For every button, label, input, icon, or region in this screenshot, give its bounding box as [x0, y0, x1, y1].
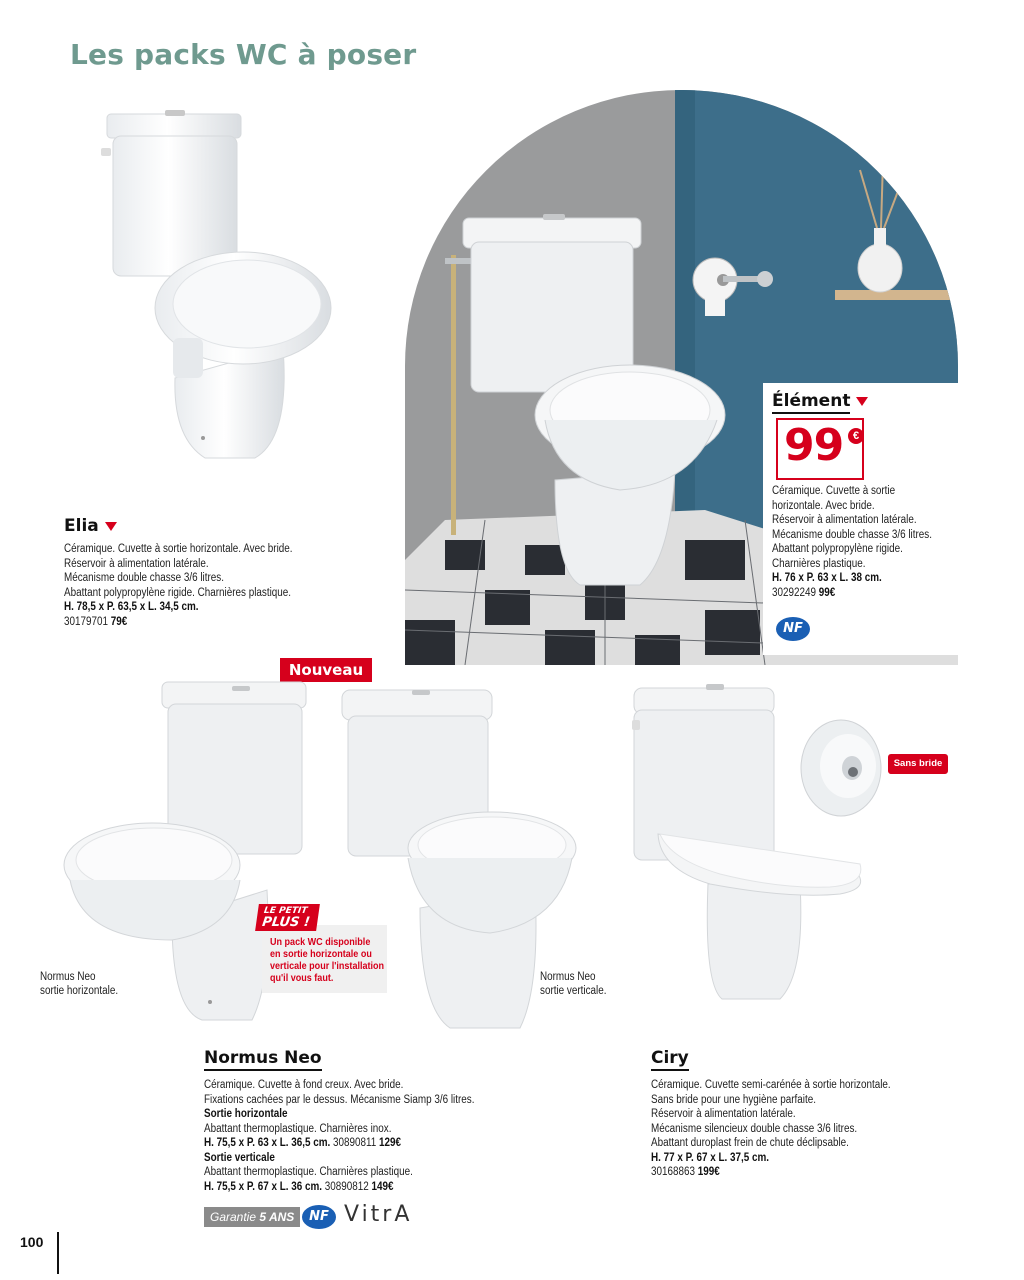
- triangle-down-icon: [856, 397, 868, 406]
- element-description: Céramique. Cuvette à sortie horizontale. Avec bride. Réservoir à alimentation latérale. Mécanisme double chasse 3/6 litres. Abattant polypropylène rigide. Charnières plastique. H. 76 x P. 63 x L. 38 cm. 30292249 99€: [772, 485, 932, 599]
- elia-description: Céramique. Cuvette à sortie horizontale. Avec bride. Réservoir à alimentation latérale. Mécanisme double chasse 3/6 litres. Abattant polypropylène rigide. Charnières plastique. H. 78,5 x P. 63,5 x L. 34,5 cm. 30179701 79€: [64, 543, 293, 628]
- element-name: Élément: [772, 391, 868, 411]
- nf-logo-icon: NF: [302, 1205, 336, 1229]
- page-number-divider: [57, 1232, 59, 1274]
- triangle-down-icon: [105, 522, 117, 531]
- ciry-name: Ciry: [651, 1048, 689, 1068]
- elia-name: Elia: [64, 516, 117, 536]
- normus-vertical-label: Normus Neo sortie verticale.: [540, 971, 607, 997]
- nf-logo-icon: NF: [776, 617, 810, 641]
- page-title: Les packs WC à poser: [70, 38, 417, 71]
- petit-plus-tag: LE PETIT PLUS !: [255, 904, 320, 931]
- ciry-description: Céramique. Cuvette semi-carénée à sortie horizontale. Sans bride pour une hygiène parfaite. Réservoir à alimentation latérale. Mécanisme silencieux double chasse 3/6 litres. Abattant duroplast frein de chute déclipsable. H. 77 x P. 67 x L. 37,5 cm. 30168863 199€: [651, 1079, 891, 1178]
- normus-horizontal-label: Normus Neo sortie horizontale.: [40, 971, 119, 997]
- euro-icon: €: [848, 428, 864, 444]
- page-number: 100: [20, 1234, 44, 1250]
- garantie-badge: Garantie 5 ANS: [204, 1207, 300, 1227]
- normus-name: Normus Neo: [204, 1048, 322, 1068]
- element-big-price: 99: [784, 420, 844, 471]
- sans-bride-badge: Sans bride: [888, 754, 948, 774]
- petit-plus-text: Un pack WC disponible en sortie horizontale ou verticale pour l'installation qu'il vous faut.: [270, 936, 385, 984]
- vitra-logo: VitrA: [344, 1202, 413, 1227]
- ciry-bowl-detail-image: [800, 718, 882, 818]
- elia-toilet-image: [95, 108, 345, 478]
- nouveau-badge: Nouveau: [280, 658, 372, 682]
- normus-description: Céramique. Cuvette à fond creux. Avec bride. Fixations cachées par le dessus. Mécanisme Siamp 3/6 litres. Sortie horizontale Abattant thermoplastique. Charnières inox. H. 75,5 x P. 63 x L. 36,5 cm. 30890811 129€ Sortie verticale Abattant thermoplastique. Charnières plastique. H. 75,5 x P. 67 x L. 36 cm. 30890812 149€: [204, 1079, 475, 1193]
